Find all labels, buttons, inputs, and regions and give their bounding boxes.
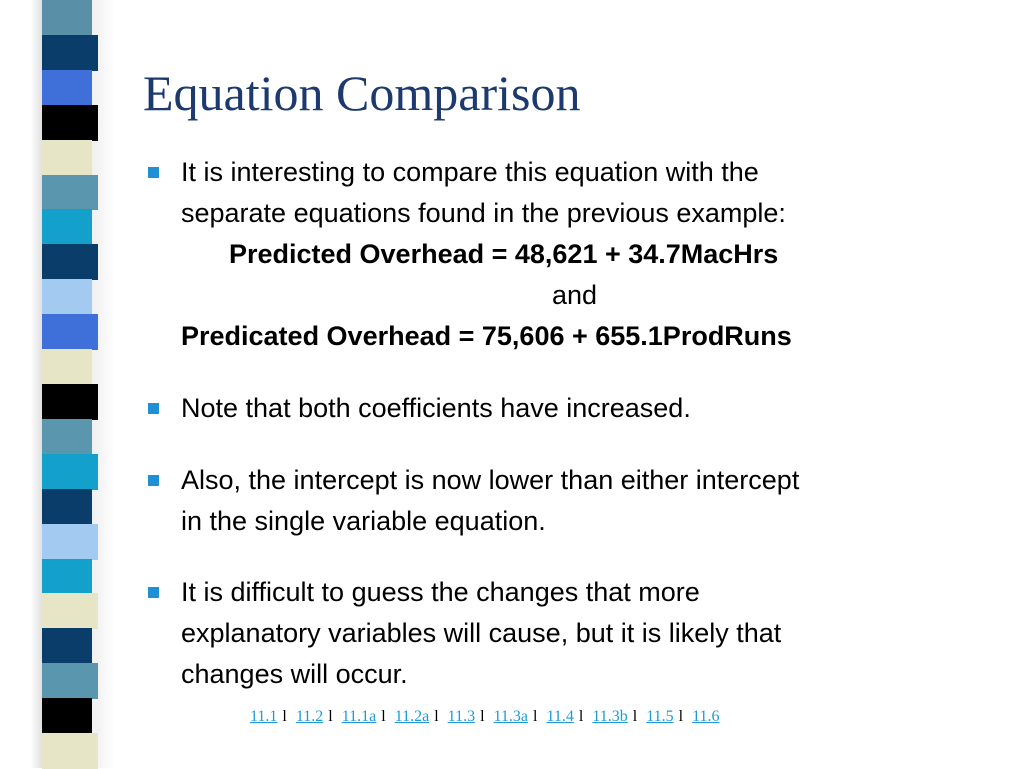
stripe-band bbox=[42, 384, 98, 420]
bullet-marker bbox=[148, 167, 159, 178]
stripe-band bbox=[42, 489, 92, 525]
bullet-text-2 bbox=[181, 388, 981, 429]
stripe-band bbox=[42, 279, 92, 315]
nav-link-11-6[interactable]: 11.6 bbox=[692, 708, 720, 725]
stripe-band bbox=[42, 524, 98, 560]
nav-link-11-2a[interactable]: 11.2a bbox=[394, 708, 430, 725]
equation-connector: and bbox=[552, 280, 598, 310]
nav-link-11-1a[interactable]: 11.1a bbox=[341, 708, 377, 725]
bullet-line: Note that both coefficients have increased. bbox=[181, 393, 691, 423]
slide-title: Equation Comparison bbox=[143, 65, 581, 121]
bullet-line: Also, the intercept is now lower than either intercept bbox=[181, 465, 800, 495]
nav-link-11-4[interactable]: 11.4 bbox=[546, 708, 574, 725]
nav-separator: l bbox=[578, 708, 584, 725]
bullet-marker bbox=[148, 587, 159, 598]
stripe-band bbox=[42, 349, 92, 385]
equation-prodruns: Predicated Overhead = 75,606 + 655.1ProdRuns bbox=[181, 321, 792, 351]
decorative-stripe bbox=[42, 0, 98, 768]
stripe-band bbox=[42, 698, 92, 734]
stripe-band bbox=[42, 663, 98, 699]
stripe-band bbox=[42, 244, 98, 280]
stripe-band bbox=[42, 454, 98, 490]
bullet-line: It is difficult to guess the changes that more bbox=[181, 577, 700, 607]
stripe-band bbox=[42, 175, 98, 211]
nav-separator: l bbox=[282, 708, 287, 725]
nav-separator: l bbox=[632, 708, 638, 725]
stripe-band bbox=[42, 0, 92, 36]
nav-link-11-1[interactable]: 11.1 bbox=[250, 708, 278, 725]
nav-separator: l bbox=[480, 708, 485, 725]
bullet-line: in the single variable equation. bbox=[181, 506, 546, 536]
nav-separator: l bbox=[678, 708, 684, 725]
bullet-line: It is interesting to compare this equation with the bbox=[181, 157, 759, 187]
bullet-text-3 bbox=[181, 460, 981, 542]
stripe-band bbox=[42, 70, 92, 106]
bullet-line: separate equations found in the previous example: bbox=[181, 198, 786, 228]
stripe-band bbox=[42, 105, 98, 141]
nav-separator: l bbox=[381, 708, 386, 725]
nav-separator: l bbox=[434, 708, 439, 725]
bullet-marker bbox=[148, 403, 159, 414]
bullet-text-4 bbox=[181, 572, 981, 695]
bullet-line: changes will occur. bbox=[181, 659, 408, 689]
nav-link-11-3b[interactable]: 11.3b bbox=[592, 708, 628, 725]
nav-link-11-5[interactable]: 11.5 bbox=[646, 708, 674, 725]
nav-separator: l bbox=[328, 708, 333, 725]
stripe-band bbox=[42, 419, 92, 455]
bullet-marker bbox=[148, 475, 159, 486]
stripe-band bbox=[42, 559, 92, 595]
equation-machrs: Predicted Overhead = 48,621 + 34.7MacHrs bbox=[229, 239, 779, 269]
stripe-band bbox=[42, 209, 92, 245]
nav-link-11-3a[interactable]: 11.3a bbox=[493, 708, 529, 725]
stripe-band bbox=[42, 733, 98, 769]
stripe-band bbox=[42, 628, 92, 664]
stripe-band bbox=[42, 314, 98, 350]
stripe-band bbox=[42, 593, 98, 629]
nav-separator: l bbox=[533, 708, 538, 725]
bullet-text-1 bbox=[181, 152, 981, 357]
stripe-band bbox=[42, 35, 98, 71]
bullet-line: explanatory variables will cause, but it is likely that bbox=[181, 618, 782, 648]
slide-nav-links bbox=[250, 706, 719, 728]
nav-link-11-3[interactable]: 11.3 bbox=[447, 708, 476, 725]
stripe-band bbox=[42, 140, 92, 176]
nav-link-11-2[interactable]: 11.2 bbox=[295, 708, 324, 725]
